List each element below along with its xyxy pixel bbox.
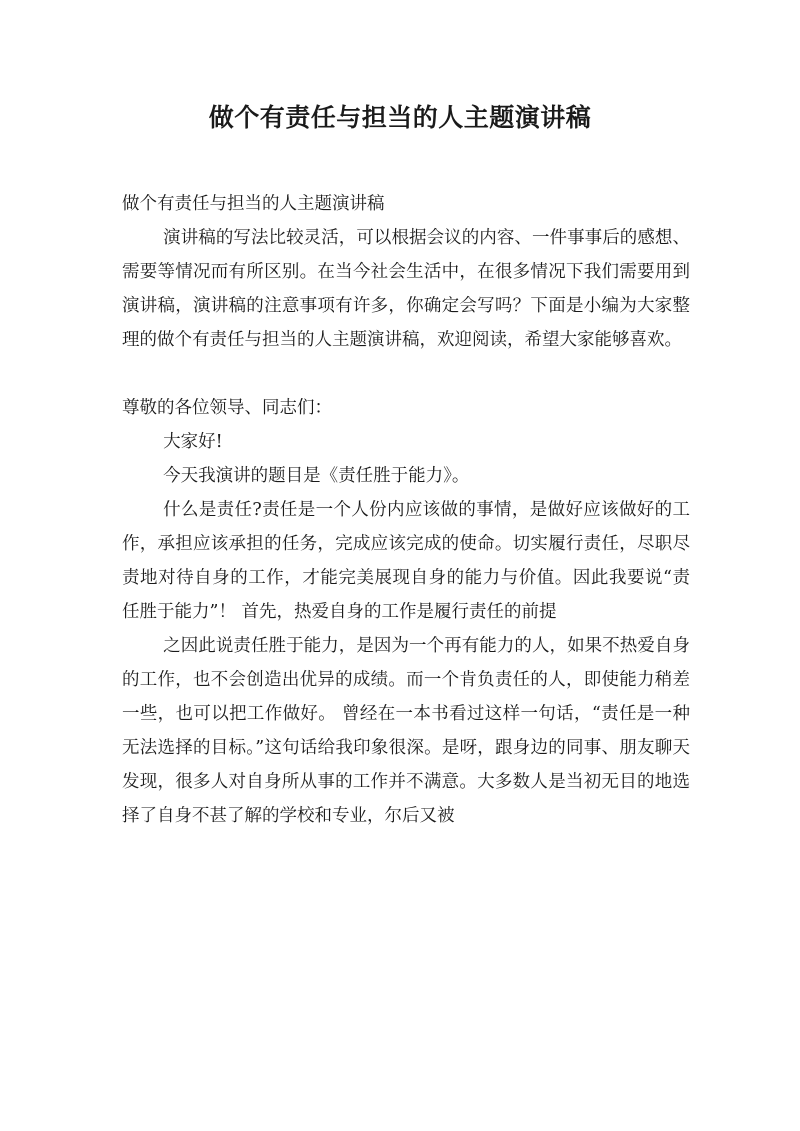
greeting: 大家好!: [163, 432, 223, 452]
salutation: 尊敬的各位领导、同志们：: [122, 398, 332, 418]
paragraph-spacer: [122, 357, 690, 391]
document-title: 做个有责任与担当的人主题演讲稿: [208, 103, 592, 132]
speech-topic: 今天我演讲的题目是《责任胜于能力》。: [163, 466, 470, 486]
body-paragraph-2: 之因此说责任胜于能力，是因为一个再有能力的人，如果不热爱自身的工作，也不会创造出优异的成绩。而一个肯负责任的人，即使能力稍差一些，也可以把工作做好。 曾经在一本书看过这样一句话，“责任是一种无法选择的目标。”这句话给我印象很深。是呀，跟身边的同事、朋友聊天发现，很多人对自身所从事的工作并不满意。大多数人是当初无目的地选择了自身不甚了解的学校和专业，尔后又被: [122, 636, 690, 826]
body-paragraph-1: 什么是责任?责任是一个人份内应该做的事情，是做好应该做好的工作，承担应该承担的任务，完成应该完成的使命。切实履行责任，尽职尽责地对待自身的工作，才能完美展现自身的能力与价值。因此我要说“责任胜于能力”！ 首先，热爱自身的工作是履行责任的前提: [122, 500, 690, 622]
document-subtitle: 做个有责任与担当的人主题演讲稿: [122, 194, 385, 214]
document-body: [122, 187, 690, 833]
intro-paragraph: 演讲稿的写法比较灵活，可以根据会议的内容、一件事事后的感想、需要等情况而有所区别。在当今社会生活中，在很多情况下我们需要用到演讲稿，演讲稿的注意事项有许多，你确定会写吗？下面是小编为大家整理的做个有责任与担当的人主题演讲稿，欢迎阅读，希望大家能够喜欢。: [122, 228, 690, 350]
